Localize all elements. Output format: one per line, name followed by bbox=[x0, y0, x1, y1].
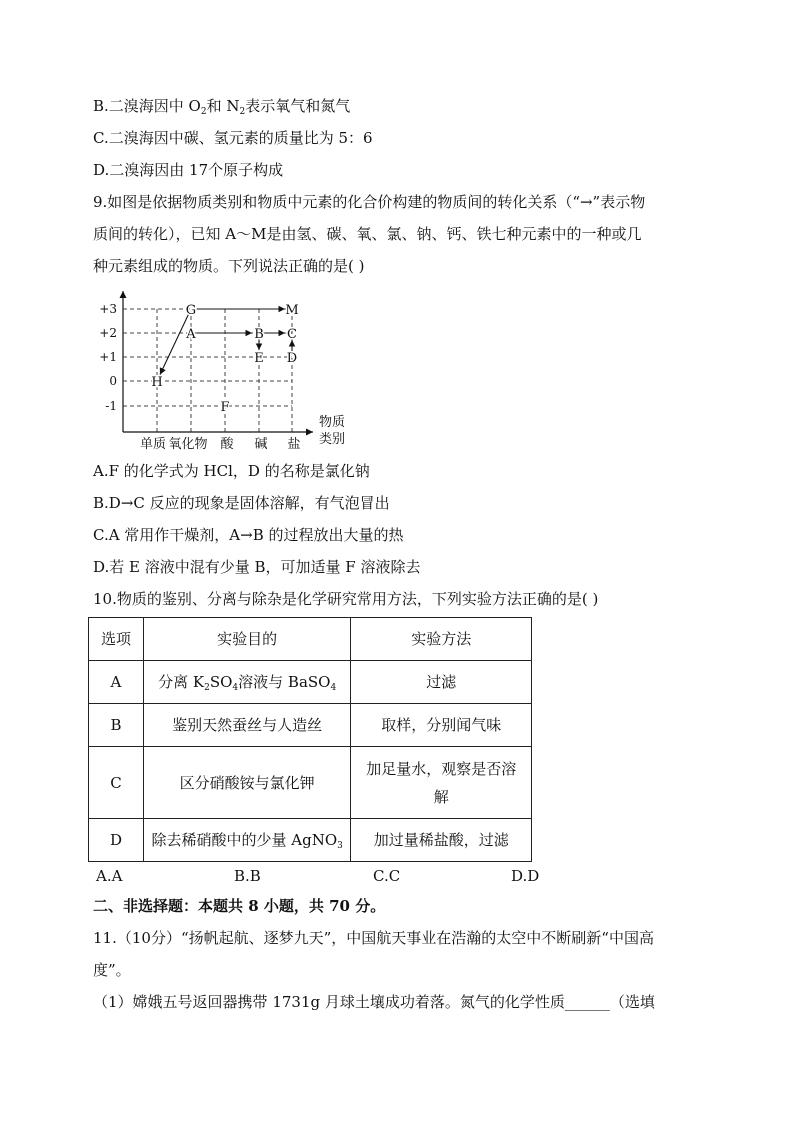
q11-line1: 11.（10分）“扬帆起航、逐梦九天”，中国航天事业在浩瀚的太空中不断刷新“中国高 bbox=[93, 929, 654, 947]
row-purpose: 鉴别天然蚕丝与人造丝 bbox=[143, 704, 351, 747]
table-row bbox=[89, 819, 532, 862]
header-option: 选项 bbox=[89, 618, 144, 661]
table-row bbox=[89, 661, 532, 704]
point-H: H bbox=[151, 375, 163, 390]
choice-a: A.A bbox=[96, 867, 123, 885]
q9-stem-line1: 9.如图是依据物质类别和物质中元素的化合价构建的物质间的转化关系（“→”表示物 bbox=[93, 193, 646, 211]
row-option: A bbox=[89, 661, 144, 704]
q9-option-b: B.D→C 反应的现象是固体溶解，有气泡冒出 bbox=[93, 494, 390, 512]
y-tick-label: 0 bbox=[109, 374, 117, 388]
section2-title: 二、非选择题：本题共 8 小题，共 70 分。 bbox=[93, 897, 386, 915]
point-B: B bbox=[254, 327, 264, 342]
header-purpose: 实验目的 bbox=[143, 618, 351, 661]
q8-option-b: B.二溴海因中 $O_2$和 $N_2$表示氧气和氮气 bbox=[93, 97, 351, 117]
header-method: 实验方法 bbox=[351, 618, 532, 661]
q10-stem: 10.物质的鉴别、分离与除杂是化学研究常用方法，下列实验方法正确的是( ) bbox=[93, 590, 599, 608]
valence-class-diagram bbox=[95, 287, 365, 455]
row-method: 加足量水，观察是否溶 解 bbox=[351, 747, 532, 819]
q8-option-d: D.二溴海因由 17个原子构成 bbox=[93, 161, 284, 179]
x-tick-label: 盐 bbox=[287, 437, 301, 452]
q11-line3: （1）嫦娥五号返回器携带 1731g 月球土壤成功着落。氮气的化学性质______（选填 bbox=[93, 993, 655, 1011]
row-option: C bbox=[89, 747, 144, 819]
point-D: D bbox=[286, 351, 298, 366]
choice-d: D.D bbox=[511, 867, 540, 885]
row-method: 过滤 bbox=[351, 661, 532, 704]
q9-option-d: D.若 E 溶液中混有少量 B，可加适量 F 溶液除去 bbox=[93, 558, 421, 576]
x-axis-label: 类别 bbox=[319, 432, 346, 447]
q11-line2: 度”。 bbox=[93, 961, 131, 979]
row-purpose: 除去稀硝酸中的少量 AgNO$_3$ bbox=[143, 819, 351, 862]
x-tick-label: 碱 bbox=[254, 437, 268, 452]
point-C: C bbox=[287, 327, 297, 342]
y-tick-label: -1 bbox=[105, 399, 117, 413]
x-axis-label: 物质 bbox=[319, 415, 346, 430]
row-method: 加过量稀盐酸，过滤 bbox=[351, 819, 532, 862]
point-F: F bbox=[220, 400, 230, 415]
y-tick-label: +1 bbox=[99, 350, 117, 364]
y-tick-label: +2 bbox=[99, 326, 117, 340]
experiment-table bbox=[88, 617, 532, 862]
table-header-row bbox=[89, 618, 532, 661]
x-tick-label: 氧化物 bbox=[168, 437, 208, 452]
row-purpose: 区分硝酸铵与氯化钾 bbox=[143, 747, 351, 819]
x-tick-label: 单质 bbox=[139, 437, 167, 452]
point-E: E bbox=[254, 351, 264, 366]
point-G: G bbox=[185, 303, 197, 318]
q9-option-c: C.A 常用作干燥剂，A→B 的过程放出大量的热 bbox=[93, 526, 404, 544]
q9-stem-line3: 种元素组成的物质。下列说法正确的是( ) bbox=[93, 257, 365, 275]
choice-c: C.C bbox=[373, 867, 401, 885]
point-A: A bbox=[186, 327, 196, 342]
q9-option-a: A.F 的化学式为 HCl，D 的名称是氯化钠 bbox=[93, 462, 370, 480]
row-option: B bbox=[89, 704, 144, 747]
x-tick-label: 酸 bbox=[220, 437, 234, 452]
table-row bbox=[89, 747, 532, 819]
row-option: D bbox=[89, 819, 144, 862]
arrow-G-H bbox=[160, 314, 188, 374]
row-purpose: 分离 $K_2SO_4$溶液与 BaSO$_4$ bbox=[143, 661, 351, 704]
y-tick-label: +3 bbox=[99, 302, 117, 316]
table-row bbox=[89, 704, 532, 747]
row-method: 取样，分别闻气味 bbox=[351, 704, 532, 747]
q9-stem-line2: 质间的转化），已知 A～M是由氢、碳、氧、氯、钠、钙、铁七种元素中的一种或几 bbox=[93, 225, 642, 243]
q8-option-c: C.二溴海因中碳、氢元素的质量比为 5：6 bbox=[93, 129, 373, 147]
choice-b: B.B bbox=[234, 867, 261, 885]
point-M: M bbox=[285, 303, 299, 318]
